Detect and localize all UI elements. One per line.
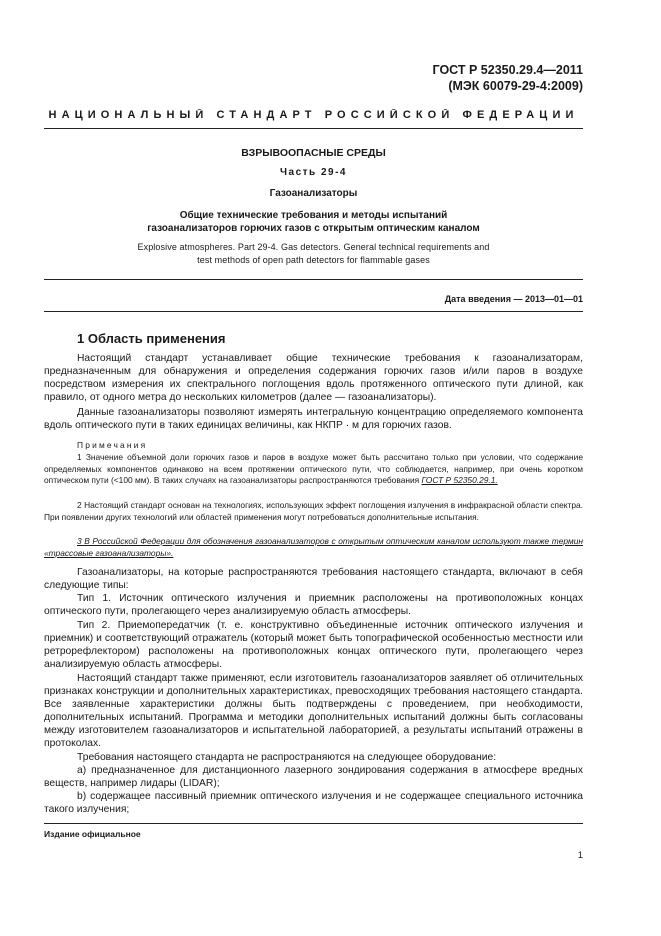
standard-number: ГОСТ Р 52350.29.4—2011 — [432, 63, 583, 77]
title-rule — [44, 279, 583, 280]
paragraph-7: Требования настоящего стандарта не распространяются на следующее оборудование: — [77, 752, 497, 763]
note-1 — [44, 452, 583, 487]
title-description — [44, 209, 583, 235]
note-1-reference-link[interactable]: ГОСТ Р 52350.29.1. — [421, 475, 498, 485]
header-rule — [44, 128, 583, 129]
section-heading: 1 Область применения — [77, 331, 226, 346]
title-subject: Газоанализаторы — [269, 188, 358, 199]
list-item-a: а) предназначенное для дистанционного лазерного зондирования содержания в атмосфере вредных веществ, например лидары (LIDAR); — [44, 765, 583, 789]
note-1-text: 1 Значение объемной доли горючих газов и паров в воздухе может быть рассчитано только при условии, что содержание определяемых компонентов одинаково на всем протяжении оптического пути, что соблюдается, например, при очень коротком оптическом пути (<100 мм). В таких случаях на газоанализаторы распространяются требования — [44, 452, 583, 485]
paragraph-2: Данные газоанализаторы позволяют измерять интегральную концентрацию определяемого компонента вдоль оптического пути в таких единицах величины, как НКПР · м для горючих газов. — [44, 407, 583, 431]
page-number: 1 — [577, 850, 583, 861]
note-3: 3 В Российской Федерации для обозначения газоанализаторов с открытым оптическим каналом используют также термин «трассовые газоанализаторы». — [44, 536, 583, 558]
national-standard-banner: НАЦИОНАЛЬНЫЙ СТАНДАРТ РОССИЙСКОЙ ФЕДЕРАЦИИ — [48, 109, 579, 121]
list-item-b: b) содержащее пассивный приемник оптического излучения и не содержащее специального источника такого излучения; — [44, 791, 583, 815]
paragraph-1: Настоящий стандарт устанавливает общие технические требования к газоанализаторам, предназначенным для обнаружения и определения содержания горючих газов и/или паров в воздухе посредством измерения их спектрального поглощения вдоль протяженного оптического пути длиной, как правило, от одного метра до нескольких километров (далее — газоанализаторы). — [44, 353, 583, 403]
title-english-1: Explosive atmospheres. Part 29-4. Gas detectors. General technical requirements and — [137, 242, 490, 252]
paragraph-6: Настоящий стандарт также применяют, если изготовитель газоанализаторов заявляет об отличительных признаках конструкции и дополнительных характеристиках, превосходящих требования настоящего стандарта. Все заявленные характеристики должны быть подтверждены с проведением, при необходимости, дополнительных испытаний. Программа и методики дополнительных испытаний должны быть согласованы между изготовителем газоанализаторов и испытательной лабораторией, а результаты испытаний отражены в протоколах. — [44, 673, 583, 749]
date-rule — [44, 311, 583, 312]
standard-number-block — [433, 62, 583, 94]
paragraph-4: Тип 1. Источник оптического излучения и приемник расположены на противоположных концах оптического пути, пролегающего через анализируемую область атмосферы. — [44, 593, 583, 617]
title-english — [44, 241, 583, 267]
paragraph-5: Тип 2. Приемопередатчик (т. е. конструктивно объединенные источник оптического излучения и приемник) и соответствующий отражатель (который может быть топографической особенностью местности или ретрорефлектором) расположены на противоположных концах оптического пути, пролегающего через анализируемую область атмосферы. — [44, 620, 583, 670]
footer-rule — [44, 823, 583, 824]
title-english-2: test methods of open path detectors for flammable gases — [197, 255, 430, 265]
paragraph-3: Газоанализаторы, на которые распространяются требования настоящего стандарта, включают в себя следующие типы: — [44, 567, 583, 591]
iec-number: (МЭК 60079-29-4:2009) — [448, 79, 583, 93]
note-2: 2 Настоящий стандарт основан на технологиях, использующих эффект поглощения излучения в инфракрасной области спектра. При появлении других технологий или областей применения могут потребоваться дополнительные испытания. — [44, 500, 583, 522]
title-line-1: Общие технические требования и методы испытаний — [179, 210, 448, 221]
title-series: ВЗРЫВООПАСНЫЕ СРЕДЫ — [241, 147, 386, 159]
title-line-2: газоанализаторов горючих газов с открытым оптическим каналом — [147, 223, 480, 234]
notes-label: Примечания — [77, 440, 148, 450]
official-edition: Издание официальное — [44, 829, 141, 839]
effective-date: Дата введения — 2013—01—01 — [444, 294, 583, 304]
title-part: Часть 29-4 — [280, 167, 347, 178]
